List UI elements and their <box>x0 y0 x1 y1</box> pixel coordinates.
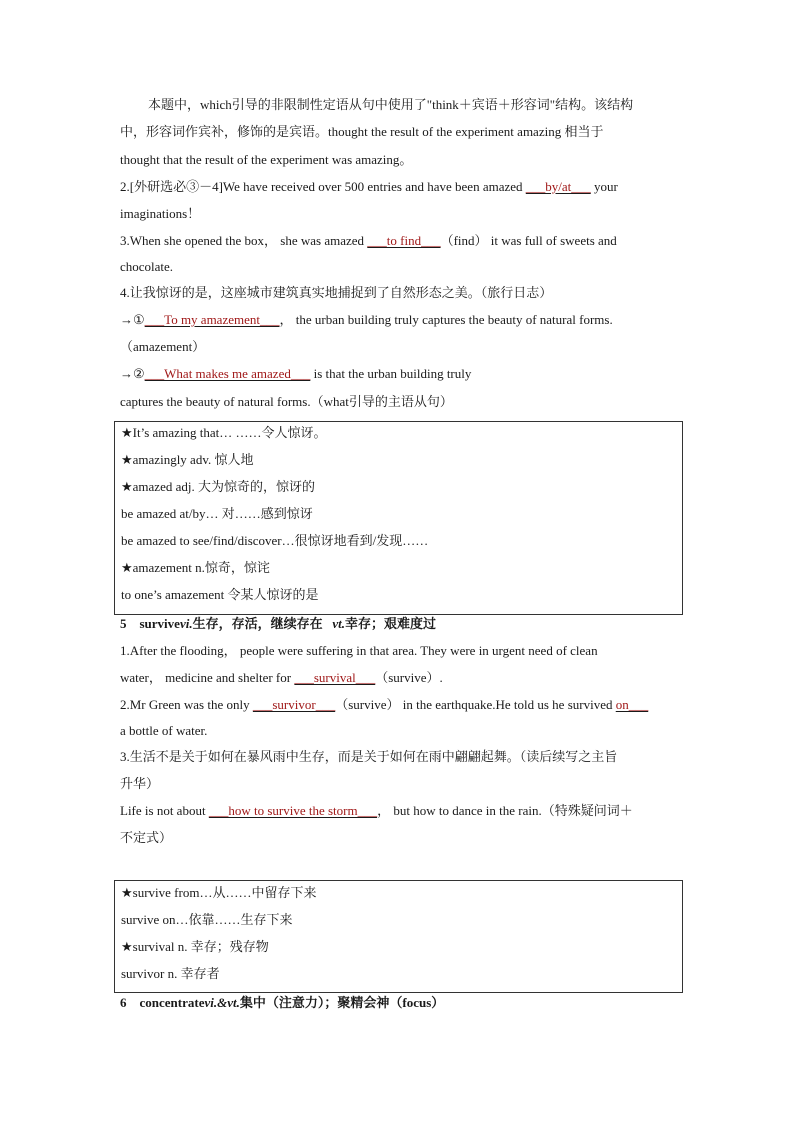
answer-blank: ___how to survive the storm___ <box>208 803 378 818</box>
answer-blank: on___ <box>615 697 649 712</box>
vocab-item: ★amazed adj. 大为惊奇的，惊讶的 <box>121 479 315 494</box>
s5-question-3-line-4: 不定式） <box>120 830 173 845</box>
question-4-hint: （amazement） <box>120 339 206 354</box>
question-4-answer-1: →①___To my amazement___， the urban building truly captures the beauty of natural forms. <box>120 312 613 327</box>
vocab-item: survive on…依靠……生存下来 <box>121 912 293 927</box>
answer-blank: ___survival___ <box>294 670 376 685</box>
vocab-box-survive <box>114 880 683 993</box>
vocab-box-amaze <box>114 421 683 615</box>
s5-question-3: 3.生活不是关于如何在暴风雨中生存，而是关于如何在雨中翩翩起舞。（读后续写之主旨 <box>120 749 618 764</box>
intro-line-1: 本题中，which引导的非限制性定语从句中使用了"think＋宾语＋形容词"结构。该结构 <box>148 97 634 112</box>
s5-question-2-line-2: a bottle of water. <box>120 723 208 738</box>
answer-blank: ___survivor___ <box>252 697 336 712</box>
s5-question-3-line-3: Life is not about ___how to survive the storm___， but how to dance in the rain.（特殊疑问词＋ <box>120 803 633 818</box>
question-3-line-2: chocolate. <box>120 259 174 274</box>
s5-question-2: 2.Mr Green was the only ___survivor___（survive） in the earthquake.He told us he survived on___ <box>120 697 649 712</box>
vocab-item: survivor n. 幸存者 <box>121 966 220 981</box>
question-3: 3.When she opened the box， she was amazed ___to find___（find） it was full of sweets and <box>120 233 617 248</box>
answer-blank: ___by/at___ <box>525 179 591 194</box>
question-4-answer-2: →②___What makes me amazed___ is that the urban building truly <box>120 366 472 381</box>
vocab-item: ★survival n. 幸存；残存物 <box>121 939 269 954</box>
vocab-item: be amazed at/by… 对……感到惊讶 <box>121 506 313 521</box>
s5-question-1: 1.After the flooding， people were suffering in that area. They were in urgent need of clean <box>120 643 598 658</box>
section-6-heading: 6 concentratevi.&vt.集中（注意力）；聚精会神（focus） <box>120 995 445 1010</box>
question-2: 2.[外研选必③－4]We have received over 500 entries and have been amazed ___by/at___ your <box>120 179 618 194</box>
vocab-item: ★amazingly adv. 惊人地 <box>121 452 254 467</box>
vocab-item: to one’s amazement 令某人惊讶的是 <box>121 587 319 602</box>
s5-question-3-line-2: 升华） <box>120 776 160 791</box>
answer-blank: ___To my amazement___ <box>144 312 280 327</box>
vocab-item: ★survive from…从……中留存下来 <box>121 885 317 900</box>
question-2-line-2: imaginations！ <box>120 206 201 221</box>
vocab-item: ★It’s amazing that… ……令人惊讶。 <box>121 425 327 440</box>
answer-blank: ___to find___ <box>367 233 441 248</box>
intro-line-3: thought that the result of the experiment was amazing。 <box>120 152 413 167</box>
section-5-heading: 5 survivevi.生存，存活，继续存在 vt.幸存；艰难度过 <box>120 616 437 631</box>
question-4-answer-2-line-2: captures the beauty of natural forms.（what引导的主语从句） <box>120 394 453 409</box>
answer-blank: ___What makes me amazed___ <box>144 366 311 381</box>
question-4: 4.让我惊讶的是，这座城市建筑真实地捕捉到了自然形态之美。（旅行日志） <box>120 285 553 300</box>
intro-line-2: 中，形容词作宾补，修饰的是宾语。thought the result of the experiment amazing 相当于 <box>120 124 604 139</box>
s5-question-1-line-2: water， medicine and shelter for ___survival___（survive）. <box>120 670 443 685</box>
vocab-item: ★amazement n.惊奇，惊诧 <box>121 560 270 575</box>
vocab-item: be amazed to see/find/discover…很惊讶地看到/发现…… <box>121 533 429 548</box>
